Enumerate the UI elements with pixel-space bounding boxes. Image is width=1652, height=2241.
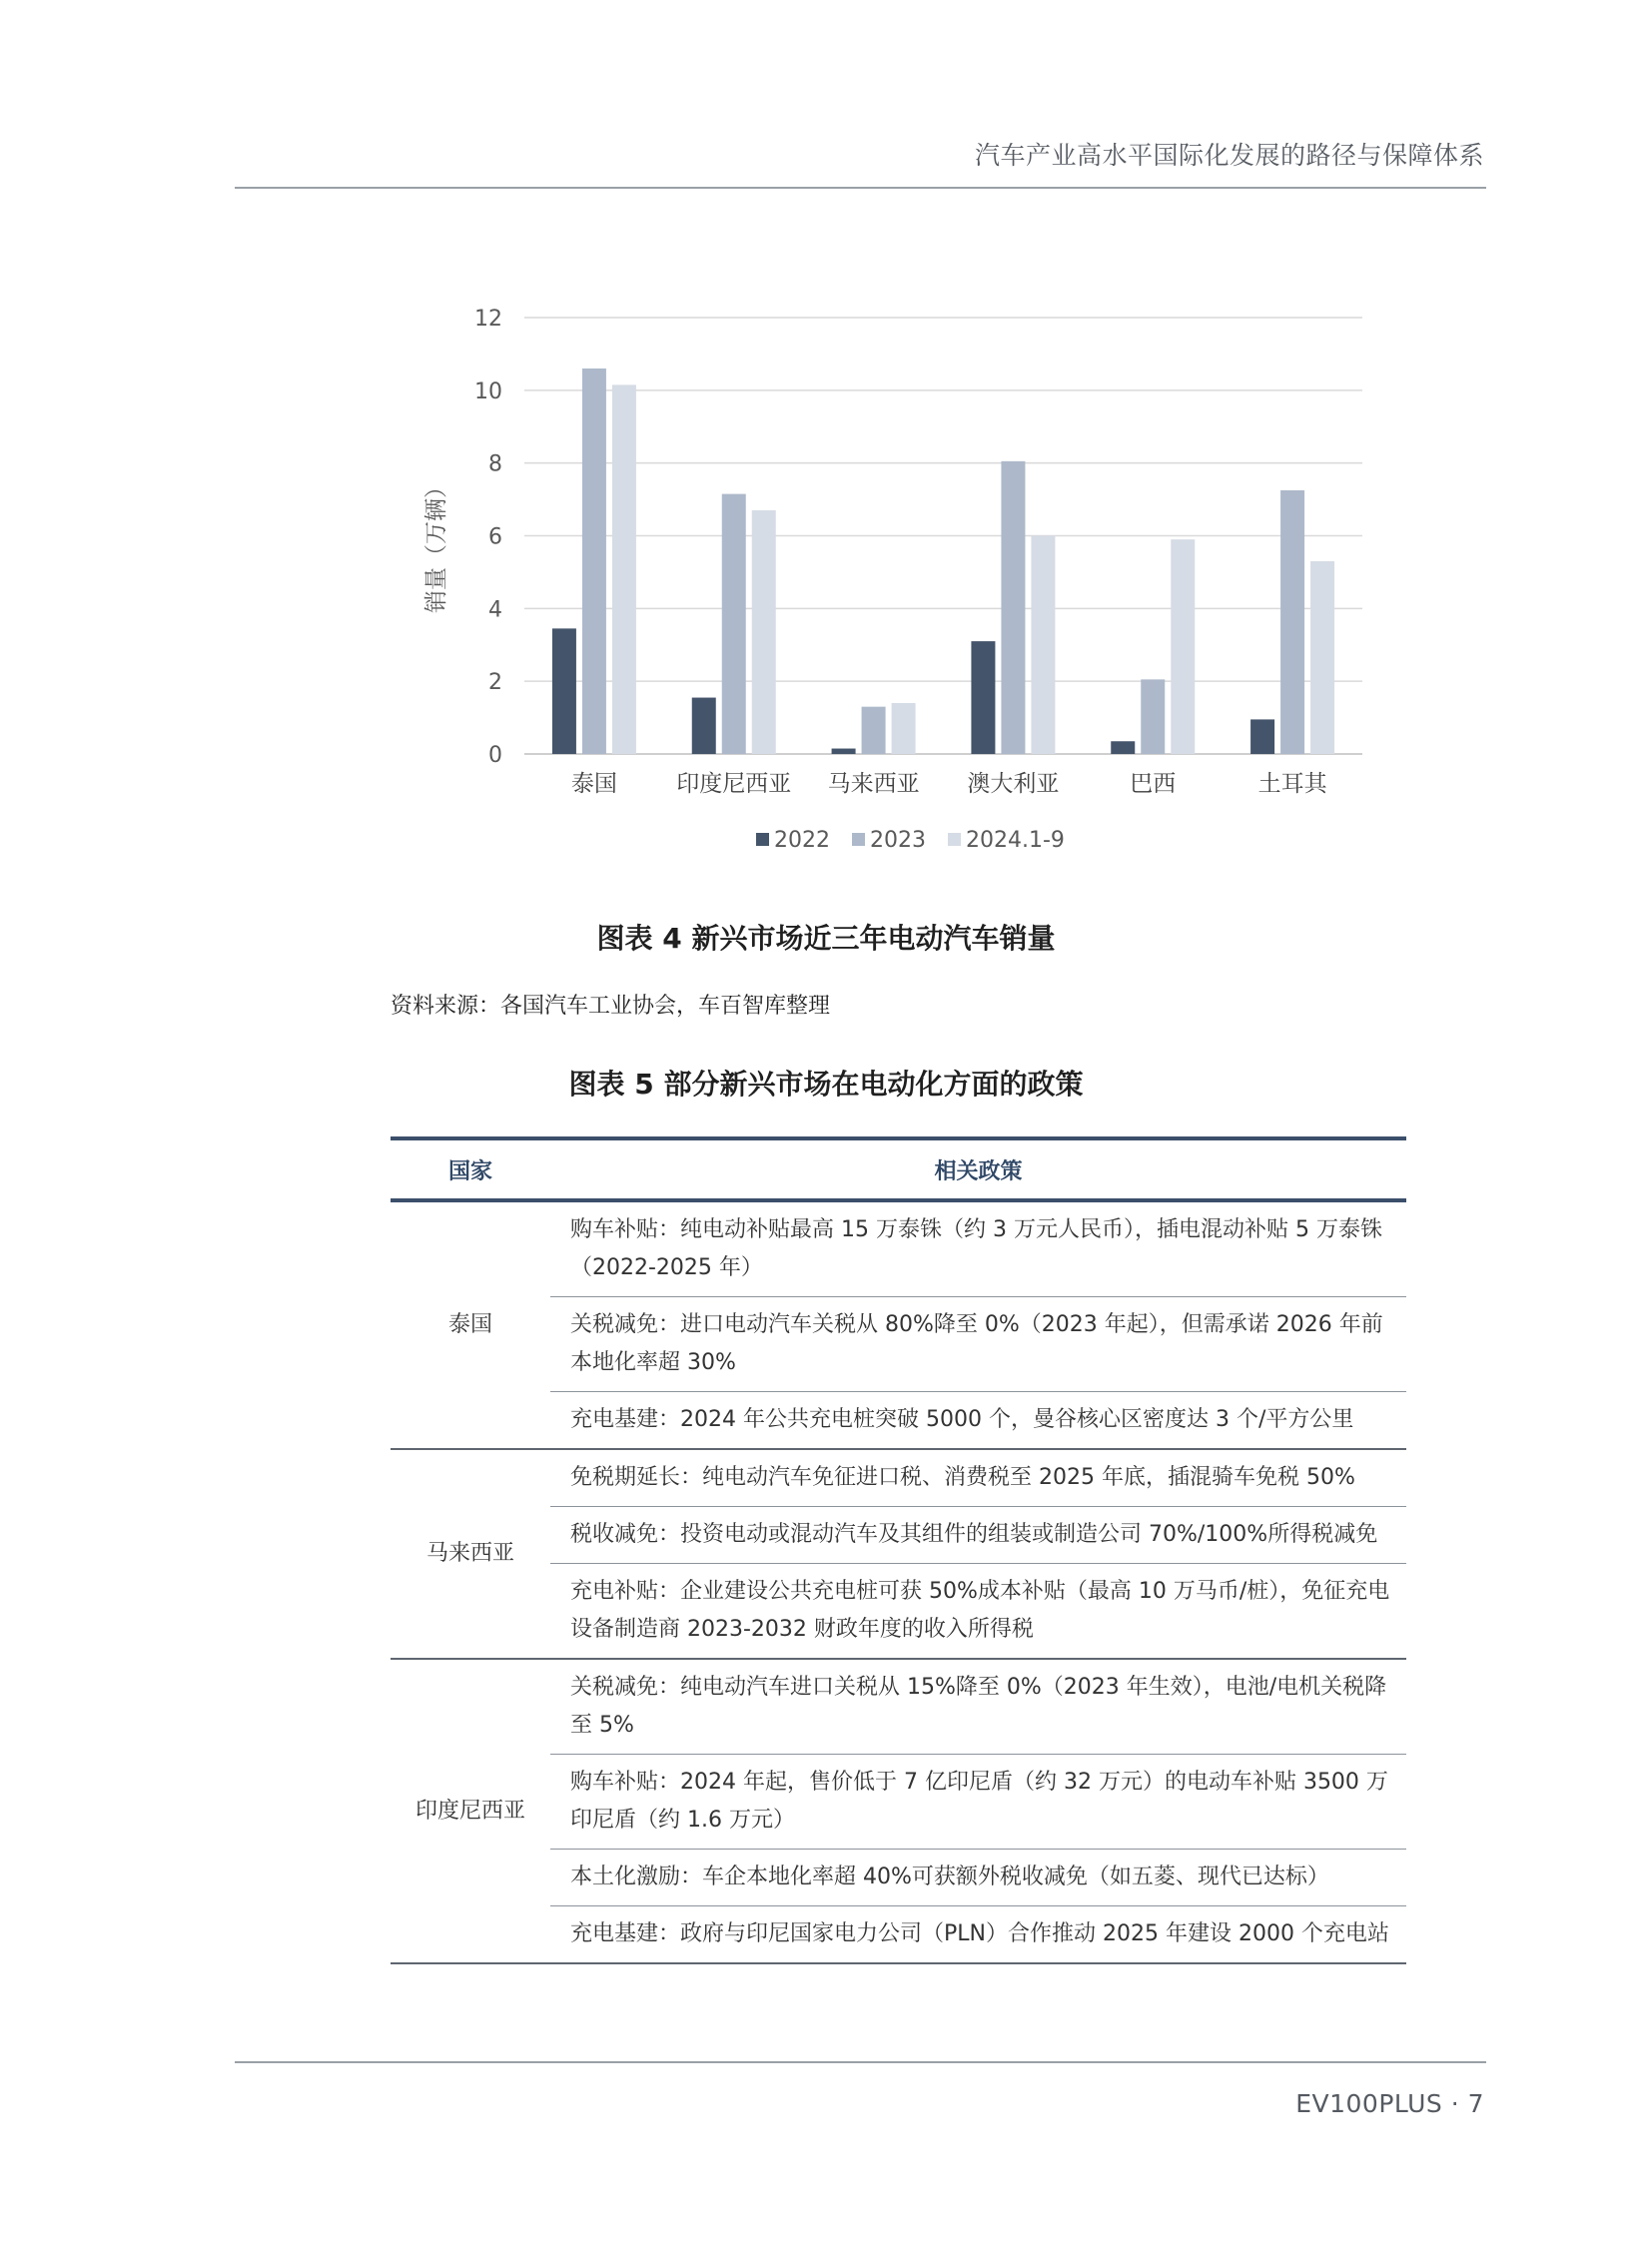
bar-2024.1-9-土耳其 (1310, 561, 1334, 754)
bar-2022-马来西亚 (832, 749, 856, 754)
legend-swatch (852, 833, 865, 846)
policy-cell: 本土化激励：车企本地化率超 40%可获额外税收减免（如五菱、现代已达标） (550, 1850, 1406, 1906)
chart-x-ticks (571, 771, 1328, 797)
y-tick-label: 2 (488, 670, 502, 696)
y-tick-label: 0 (488, 743, 502, 768)
country-cell-malaysia: 马来西亚 (391, 1449, 550, 1659)
policy-cell: 充电基建：2024 年公共充电桩突破 5000 个，曼谷核心区密度达 3 个/平方公里 (550, 1392, 1406, 1450)
bar-2024.1-9-印度尼西亚 (752, 510, 776, 754)
bar-2023-泰国 (582, 369, 606, 754)
x-tick-label: 马来西亚 (827, 771, 920, 797)
table-row (391, 1449, 1406, 1507)
x-tick-label: 土耳其 (1257, 771, 1327, 797)
country-cell-thailand: 泰国 (391, 1200, 550, 1449)
chart-y-axis-label: 销量（万辆） (423, 475, 449, 613)
bar-2022-澳大利亚 (971, 641, 995, 754)
bar-2023-土耳其 (1280, 490, 1304, 754)
bar-2022-印度尼西亚 (692, 698, 716, 754)
legend-swatch (756, 833, 769, 846)
x-tick-label: 印度尼西亚 (676, 771, 792, 797)
legend-swatch (948, 833, 961, 846)
chart-bars (552, 369, 1334, 754)
policy-table (391, 1136, 1406, 1964)
bar-2023-印度尼西亚 (722, 494, 746, 754)
policy-cell: 关税减免：纯电动汽车进口关税从 15%降至 0%（2023 年生效），电池/电机关税降至 5% (550, 1659, 1406, 1755)
chart-legend (756, 828, 1065, 853)
figure-4-source: 资料来源：各国汽车工业协会，车百智库整理 (391, 994, 831, 1019)
bar-2023-马来西亚 (862, 707, 886, 754)
chart-y-ticks (474, 307, 502, 768)
table-row (391, 1200, 1406, 1297)
policy-cell: 税收减免：投资电动或混动汽车及其组件的组装或制造公司 70%/100%所得税减免 (550, 1507, 1406, 1564)
policy-table-header-row (391, 1138, 1406, 1200)
bar-2023-巴西 (1141, 679, 1165, 754)
x-tick-label: 澳大利亚 (967, 771, 1060, 797)
bar-2022-巴西 (1111, 741, 1135, 754)
policy-cell: 充电基建：政府与印尼国家电力公司（PLN）合作推动 2025 年建设 2000 个充电站 (550, 1906, 1406, 1964)
bar-2023-澳大利亚 (1001, 461, 1025, 754)
table-row (391, 1659, 1406, 1755)
x-tick-label: 巴西 (1130, 771, 1177, 797)
y-tick-label: 10 (474, 378, 502, 404)
y-tick-label: 12 (474, 307, 502, 332)
ev-sales-bar-chart (0, 0, 1652, 899)
bar-2022-泰国 (552, 628, 576, 754)
footer-divider (235, 2061, 1486, 2063)
bar-2024.1-9-泰国 (612, 384, 636, 754)
y-tick-label: 8 (488, 451, 502, 477)
bar-2024.1-9-澳大利亚 (1031, 536, 1055, 755)
column-header-country: 国家 (391, 1138, 550, 1200)
policy-cell: 购车补贴：纯电动补贴最高 15 万泰铢（约 3 万元人民币），插电混动补贴 5 万泰铢（2022-2025 年） (550, 1200, 1406, 1297)
country-cell-indonesia: 印度尼西亚 (391, 1659, 550, 1963)
column-header-policy: 相关政策 (550, 1138, 1406, 1200)
policy-cell: 充电补贴：企业建设公共充电桩可获 50%成本补贴（最高 10 万马币/桩），免征充电设备制造商 2023-2032 财政年度的收入所得税 (550, 1564, 1406, 1660)
y-tick-label: 6 (488, 524, 502, 550)
chart-gridlines (524, 318, 1362, 754)
y-tick-label: 4 (488, 597, 502, 623)
figure-5-caption: 图表 5 部分新兴市场在电动化方面的政策 (568, 1068, 1084, 1101)
policy-cell: 免税期延长：纯电动汽车免征进口税、消费税至 2025 年底，插混骑车免税 50% (550, 1449, 1406, 1507)
legend-label: 2022 (774, 828, 830, 853)
x-tick-label: 泰国 (570, 771, 617, 797)
footer-page-label: EV100PLUS · 7 (1295, 2089, 1484, 2118)
policy-cell: 关税减免：进口电动汽车关税从 80%降至 0%（2023 年起），但需承诺 2026 年前本地化率超 30% (550, 1297, 1406, 1392)
figure-4-caption: 图表 4 新兴市场近三年电动汽车销量 (596, 922, 1056, 955)
bar-2024.1-9-马来西亚 (892, 703, 916, 754)
policy-cell: 购车补贴：2024 年起，售价低于 7 亿印尼盾（约 32 万元）的电动车补贴 3500 万印尼盾（约 1.6 万元） (550, 1755, 1406, 1850)
legend-label: 2023 (870, 828, 926, 853)
running-header-title: 汽车产业高水平国际化发展的路径与保障体系 (974, 141, 1484, 170)
bar-2024.1-9-巴西 (1171, 539, 1195, 754)
bar-2022-土耳其 (1250, 719, 1274, 754)
legend-label: 2024.1-9 (966, 828, 1065, 853)
